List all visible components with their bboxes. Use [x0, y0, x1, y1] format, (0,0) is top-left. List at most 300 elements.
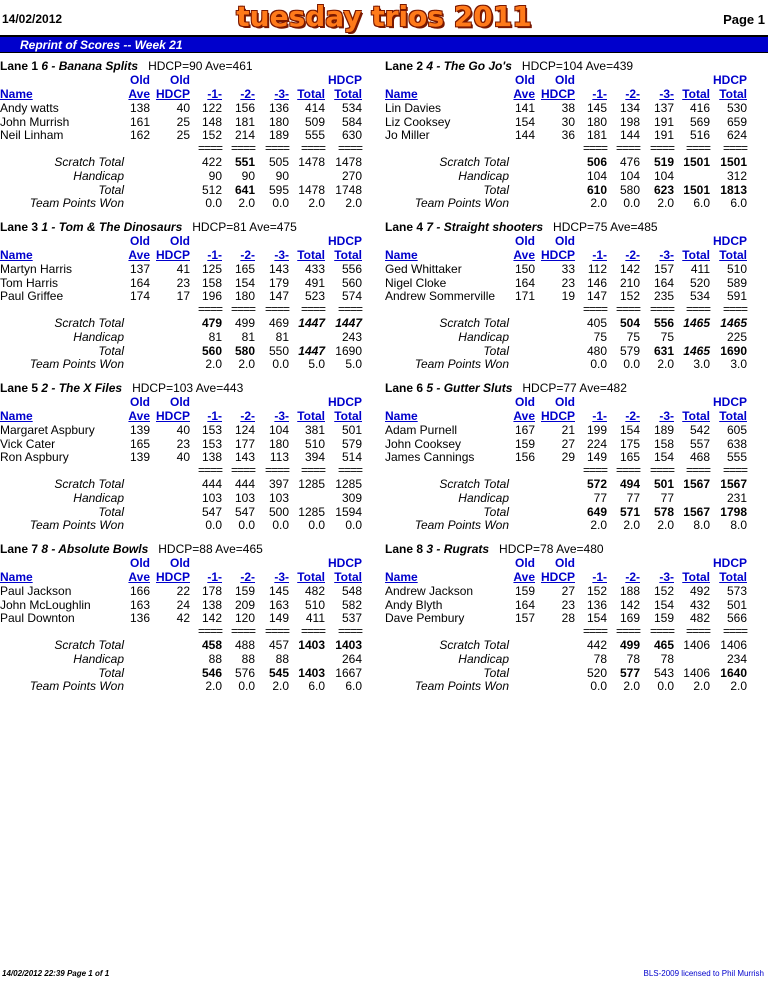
player-game1: 199 [586, 423, 607, 437]
player-total: 510 [304, 597, 325, 612]
player-old-ave: 166 [129, 584, 150, 598]
grand-total-value: 550 [268, 343, 289, 358]
col-header-ave: Ave [513, 409, 535, 423]
player-game3: 191 [653, 128, 674, 142]
player-game3: 137 [653, 101, 674, 115]
player-old-hdcp: 23 [561, 597, 575, 612]
player-name: Andy Blyth [385, 597, 443, 612]
col-header-game2: -2- [240, 87, 255, 101]
scratch-total-value: 488 [234, 638, 255, 652]
col-header-name: Name [385, 409, 418, 423]
player-game2: 143 [234, 450, 255, 464]
player-old-ave: 164 [129, 275, 150, 290]
player-old-ave: 150 [514, 262, 535, 276]
player-total: 542 [689, 423, 710, 437]
player-old-hdcp: 33 [561, 262, 575, 276]
col-header-game3: -3- [274, 409, 289, 423]
player-old-ave: 174 [129, 289, 150, 303]
scratch-total-value: 422 [201, 155, 222, 169]
player-old-hdcp: 40 [176, 101, 190, 115]
player-total: 510 [304, 436, 325, 451]
col-header-old-ave: Old [515, 556, 535, 570]
player-game2: 169 [619, 611, 640, 625]
grand-total-label: Total [483, 182, 509, 197]
separator-line: ==== [722, 463, 747, 477]
team-points-won-value: 6.0 [308, 679, 325, 693]
player-total: 432 [689, 597, 710, 612]
player-name: Martyn Harris [0, 262, 73, 276]
col-header-game2: -2- [240, 248, 255, 262]
team-name: 4 - The Go Jo's [426, 59, 512, 73]
col-header-game3: -3- [659, 87, 674, 101]
team-points-won-value: 0.0 [272, 357, 289, 371]
player-game3: 113 [269, 450, 289, 464]
grand-total-value: 576 [234, 665, 255, 680]
player-game2: 134 [619, 101, 640, 115]
grand-total-value: 1567 [683, 504, 710, 519]
player-total: 569 [689, 114, 710, 129]
player-old-hdcp: 36 [561, 128, 575, 142]
col-header-hdcp: HDCP [540, 87, 575, 101]
player-old-hdcp: 23 [176, 436, 190, 451]
player-game1: 149 [586, 450, 607, 464]
team-points-won-value: 0.0 [272, 196, 289, 210]
player-hdcp-total: 556 [341, 262, 362, 276]
player-game2: 159 [234, 584, 255, 598]
player-name: Liz Cooksey [385, 114, 451, 129]
col-header-hdcp-total: Total [719, 570, 747, 584]
player-game1: 147 [586, 289, 607, 303]
team-handicap-average: HDCP=88 Ave=465 [158, 542, 263, 556]
col-header-old-ave: Old [130, 556, 150, 570]
player-game2: 120 [234, 611, 255, 625]
handicap-value: 225 [726, 330, 747, 344]
separator-line: ==== [230, 141, 255, 155]
col-header-name: Name [0, 409, 33, 423]
col-header-total: Total [297, 409, 325, 423]
player-name: Paul Downton [0, 611, 75, 625]
report-title: tuesday trios 2011 [236, 0, 532, 33]
team-points-won-value: 0.0 [345, 518, 362, 532]
team-handicap-average: HDCP=75 Ave=485 [553, 220, 658, 234]
player-total: 414 [304, 101, 325, 115]
player-game2: 177 [234, 436, 255, 451]
scratch-total-value: 519 [653, 155, 674, 169]
scratch-total-value: 551 [234, 155, 255, 169]
handicap-value: 231 [726, 491, 747, 505]
separator-line: ==== [722, 141, 747, 155]
lane-heading [0, 220, 297, 234]
team-points-won-value: 2.0 [308, 196, 325, 210]
team-points-won-label: Team Points Won [414, 518, 509, 532]
player-total: 492 [689, 584, 710, 598]
report-date: 14/02/2012 [2, 12, 63, 26]
report-banner [0, 35, 768, 53]
player-old-ave: 159 [514, 436, 535, 451]
lane-heading [385, 542, 604, 556]
col-header-name: Name [385, 248, 418, 262]
player-old-hdcp: 25 [176, 128, 190, 142]
scratch-total-value: 501 [653, 477, 674, 491]
player-game1: 158 [201, 275, 222, 290]
scratch-total-value: 1285 [298, 477, 325, 491]
scratch-total-value: 1403 [298, 638, 325, 652]
player-name: Andrew Sommerville [385, 289, 496, 303]
team-points-won-value: 6.0 [345, 679, 362, 693]
team-points-won-label: Team Points Won [29, 518, 124, 532]
player-old-hdcp: 27 [561, 584, 575, 598]
team-points-won-value: 0.0 [623, 357, 640, 371]
separator-line: ==== [685, 463, 710, 477]
grand-total-value: 1594 [335, 504, 362, 519]
separator-line: ==== [582, 141, 607, 155]
player-old-ave: 139 [129, 450, 150, 464]
player-game3: 154 [653, 597, 674, 612]
scratch-total-value: 572 [586, 477, 607, 491]
player-old-hdcp: 22 [176, 584, 190, 598]
player-name: Nigel Cloke [385, 275, 447, 290]
player-hdcp-total: 574 [341, 289, 362, 303]
player-hdcp-total: 638 [726, 436, 747, 451]
col-header-ave: Ave [513, 570, 535, 584]
player-total: 468 [689, 450, 710, 464]
scratch-total-value: 1285 [335, 477, 362, 491]
player-game1: 153 [201, 423, 222, 437]
grand-total-value: 1501 [683, 182, 710, 197]
team-handicap-average: HDCP=90 Ave=461 [148, 59, 253, 73]
scratch-total-label: Scratch Total [439, 638, 509, 652]
team-points-won-value: 5.0 [345, 357, 362, 371]
col-header-hdcp-total-top: HDCP [712, 234, 747, 248]
player-hdcp-total: 501 [726, 597, 747, 612]
handicap-value: 75 [626, 330, 640, 344]
team-points-won-value: 2.0 [345, 196, 362, 210]
player-old-hdcp: 30 [561, 114, 575, 129]
player-hdcp-total: 530 [726, 101, 747, 115]
separator-line: ==== [197, 141, 222, 155]
handicap-value: 104 [619, 169, 640, 183]
grand-total-value: 1403 [298, 665, 325, 680]
separator-line: ==== [230, 624, 255, 638]
handicap-value: 104 [586, 169, 607, 183]
col-header-hdcp-total-top: HDCP [712, 395, 747, 409]
col-header-game2: -2- [240, 570, 255, 584]
scratch-total-value: 1478 [298, 155, 325, 169]
col-header-ave: Ave [128, 87, 150, 101]
player-game2: 152 [619, 289, 640, 303]
player-game3: 163 [268, 597, 289, 612]
player-game1: 152 [201, 128, 222, 142]
lane-number: Lane 1 [0, 59, 42, 73]
separator-line: ==== [615, 302, 640, 316]
player-old-ave: 162 [129, 128, 150, 142]
player-name: Andy watts [0, 101, 59, 115]
grand-total-label: Total [98, 665, 124, 680]
team-points-won-value: 2.0 [272, 679, 289, 693]
player-game1: 224 [586, 436, 607, 451]
player-hdcp-total: 510 [726, 262, 747, 276]
player-total: 433 [304, 262, 325, 276]
col-header-game2: -2- [625, 409, 640, 423]
grand-total-value: 1748 [335, 182, 362, 197]
player-hdcp-total: 584 [341, 114, 362, 129]
team-handicap-average: HDCP=78 Ave=480 [499, 542, 604, 556]
scratch-total-value: 1465 [683, 316, 710, 330]
grand-total-value: 579 [619, 343, 640, 358]
player-old-hdcp: 23 [176, 275, 190, 290]
col-header-game1: -1- [207, 409, 222, 423]
player-old-hdcp: 38 [561, 101, 575, 115]
player-game2: 210 [619, 275, 640, 290]
player-game3: 145 [268, 584, 289, 598]
separator-line: ==== [197, 302, 222, 316]
handicap-value: 264 [341, 652, 362, 666]
player-name: Tom Harris [0, 275, 59, 290]
team-points-won-label: Team Points Won [414, 357, 509, 371]
player-total: 555 [304, 128, 325, 142]
lane-heading [385, 381, 627, 395]
scratch-total-value: 494 [619, 477, 640, 491]
col-header-game2: -2- [625, 570, 640, 584]
col-header-hdcp-total: Total [334, 409, 362, 423]
player-game2: 154 [234, 275, 255, 290]
scratch-total-value: 556 [653, 316, 674, 330]
grand-total-value: 641 [234, 182, 255, 197]
handicap-value: 78 [593, 652, 607, 666]
grand-total-value: 571 [619, 504, 640, 519]
player-game2: 142 [619, 262, 640, 276]
player-old-ave: 136 [129, 611, 150, 625]
team-points-won-value: 2.0 [730, 679, 747, 693]
col-header-old-ave: Old [515, 395, 535, 409]
col-header-game1: -1- [207, 570, 222, 584]
lane-heading [385, 220, 658, 234]
player-name: Paul Jackson [0, 584, 72, 598]
separator-line: ==== [230, 302, 255, 316]
separator-line: ==== [649, 141, 674, 155]
col-header-old-ave: Old [130, 234, 150, 248]
grand-total-value: 480 [586, 343, 607, 358]
lane-number: Lane 7 [0, 542, 42, 556]
player-game3: 191 [653, 114, 674, 129]
handicap-label: Handicap [458, 491, 509, 505]
player-old-hdcp: 40 [176, 423, 190, 437]
col-header-hdcp: HDCP [155, 248, 190, 262]
team-points-won-value: 2.0 [238, 196, 255, 210]
grand-total-value: 1690 [335, 343, 362, 358]
player-game2: 165 [234, 262, 255, 276]
player-old-hdcp: 24 [176, 597, 190, 612]
separator-line: ==== [337, 141, 362, 155]
grand-total-value: 610 [586, 182, 607, 197]
col-header-old-hdcp: Old [170, 556, 190, 570]
col-header-game3: -3- [274, 248, 289, 262]
col-header-name: Name [385, 87, 418, 101]
scratch-total-value: 405 [586, 316, 607, 330]
player-old-hdcp: 41 [176, 262, 190, 276]
team-points-won-value: 3.0 [693, 357, 710, 371]
player-total: 381 [304, 423, 325, 437]
player-old-ave: 137 [129, 262, 150, 276]
player-hdcp-total: 573 [726, 584, 747, 598]
lane-heading [385, 59, 633, 73]
player-game3: 157 [653, 262, 674, 276]
scratch-total-label: Scratch Total [54, 155, 124, 169]
player-game1: 138 [201, 450, 222, 464]
separator-line: ==== [264, 463, 289, 477]
player-hdcp-total: 582 [341, 597, 362, 612]
team-points-won-label: Team Points Won [29, 196, 124, 210]
team-handicap-average: HDCP=77 Ave=482 [522, 381, 627, 395]
lane-heading [0, 381, 243, 395]
player-game1: 142 [201, 611, 222, 625]
handicap-value: 81 [241, 330, 255, 344]
scratch-total-label: Scratch Total [54, 316, 124, 330]
player-name: John Murrish [0, 114, 70, 129]
player-name: Dave Pembury [385, 611, 465, 625]
handicap-value: 234 [726, 652, 747, 666]
team-points-won-value: 0.0 [590, 357, 607, 371]
team-points-won-value: 6.0 [693, 196, 710, 210]
col-header-name: Name [0, 87, 33, 101]
player-game3: 147 [268, 289, 289, 303]
player-game2: 188 [619, 584, 640, 598]
separator-line: ==== [264, 141, 289, 155]
col-header-old-hdcp: Old [170, 395, 190, 409]
col-header-total: Total [682, 87, 710, 101]
team-handicap-average: HDCP=103 Ave=443 [132, 381, 244, 395]
grand-total-value: 1478 [298, 182, 325, 197]
player-hdcp-total: 630 [341, 128, 362, 142]
col-header-total: Total [297, 87, 325, 101]
player-total: 416 [689, 101, 710, 115]
col-header-total: Total [682, 409, 710, 423]
col-header-hdcp-total-top: HDCP [712, 73, 747, 87]
col-header-game3: -3- [274, 570, 289, 584]
col-header-game3: -3- [274, 87, 289, 101]
player-old-ave: 164 [514, 275, 535, 290]
footer-timestamp: 14/02/2012 22:39 Page 1 of 1 [2, 969, 110, 978]
player-game1: 178 [201, 584, 222, 598]
player-old-ave: 159 [514, 584, 535, 598]
team-points-won-value: 2.0 [657, 518, 674, 532]
handicap-label: Handicap [458, 169, 509, 183]
col-header-ave: Ave [128, 570, 150, 584]
handicap-value: 88 [208, 652, 222, 666]
player-total: 516 [689, 128, 710, 142]
col-header-total: Total [297, 570, 325, 584]
col-header-old-ave: Old [515, 234, 535, 248]
team-points-won-value: 0.0 [238, 679, 255, 693]
separator-line: ==== [582, 463, 607, 477]
grand-total-value: 1465 [683, 343, 710, 358]
col-header-hdcp-total: Total [334, 87, 362, 101]
player-game1: 152 [586, 584, 607, 598]
player-old-ave: 161 [129, 114, 150, 129]
lane-number: Lane 2 [385, 59, 427, 73]
handicap-value: 88 [275, 652, 289, 666]
handicap-label: Handicap [73, 330, 124, 344]
player-hdcp-total: 624 [726, 128, 747, 142]
col-header-hdcp-total: Total [334, 570, 362, 584]
grand-total-value: 1285 [298, 504, 325, 519]
team-name: 1 - Tom & The Dinosaurs [41, 220, 183, 234]
player-name: Paul Griffee [0, 289, 64, 303]
grand-total-value: 560 [201, 343, 222, 358]
col-header-game2: -2- [625, 248, 640, 262]
handicap-value: 75 [593, 330, 607, 344]
lane-number: Lane 3 [0, 220, 42, 234]
player-game1: 180 [586, 114, 607, 129]
player-old-ave: 157 [514, 611, 535, 625]
player-name: Vick Cater [0, 436, 56, 451]
player-old-ave: 167 [514, 423, 535, 437]
handicap-value: 78 [626, 652, 640, 666]
player-game1: 196 [201, 289, 222, 303]
col-header-hdcp: HDCP [155, 87, 190, 101]
scratch-total-value: 1403 [335, 638, 362, 652]
separator-line: ==== [685, 141, 710, 155]
handicap-value: 312 [726, 169, 747, 183]
col-header-game1: -1- [592, 87, 607, 101]
separator-line: ==== [722, 302, 747, 316]
team-points-won-value: 5.0 [308, 357, 325, 371]
player-old-hdcp: 28 [561, 611, 575, 625]
grand-total-value: 1640 [720, 665, 747, 680]
handicap-value: 75 [660, 330, 674, 344]
team-points-won-value: 8.0 [730, 518, 747, 532]
player-old-ave: 156 [514, 450, 535, 464]
scratch-total-value: 476 [619, 155, 640, 169]
team-name: 6 - Banana Splits [41, 59, 139, 73]
handicap-value: 90 [275, 169, 289, 183]
team-points-won-value: 2.0 [590, 518, 607, 532]
handicap-value: 103 [201, 491, 222, 505]
player-name: Jo Miller [385, 128, 430, 142]
grand-total-value: 1447 [298, 343, 325, 358]
team-points-won-value: 0.0 [657, 679, 674, 693]
player-old-ave: 171 [514, 289, 535, 303]
scratch-total-value: 469 [268, 316, 289, 330]
team-handicap-average: HDCP=81 Ave=475 [192, 220, 297, 234]
player-game1: 146 [586, 275, 607, 290]
col-header-hdcp-total: Total [719, 248, 747, 262]
separator-line: ==== [337, 302, 362, 316]
player-hdcp-total: 555 [726, 450, 747, 464]
scratch-total-value: 499 [234, 316, 255, 330]
col-header-hdcp: HDCP [540, 570, 575, 584]
scratch-total-label: Scratch Total [439, 477, 509, 491]
grand-total-value: 545 [268, 665, 289, 680]
team-points-won-value: 0.0 [205, 196, 222, 210]
col-header-old-hdcp: Old [555, 395, 575, 409]
col-header-name: Name [0, 248, 33, 262]
separator-line: ==== [300, 624, 325, 638]
col-header-hdcp-total: Total [719, 87, 747, 101]
team-points-won-value: 0.0 [623, 196, 640, 210]
separator-line: ==== [649, 302, 674, 316]
player-old-ave: 165 [129, 436, 150, 451]
lane-number: Lane 8 [385, 542, 427, 556]
player-hdcp-total: 548 [341, 584, 362, 598]
team-points-won-value: 0.0 [590, 679, 607, 693]
player-hdcp-total: 537 [341, 611, 362, 625]
handicap-value: 90 [208, 169, 222, 183]
col-header-ave: Ave [513, 87, 535, 101]
grand-total-label: Total [483, 343, 509, 358]
separator-line: ==== [615, 463, 640, 477]
player-hdcp-total: 501 [341, 423, 362, 437]
